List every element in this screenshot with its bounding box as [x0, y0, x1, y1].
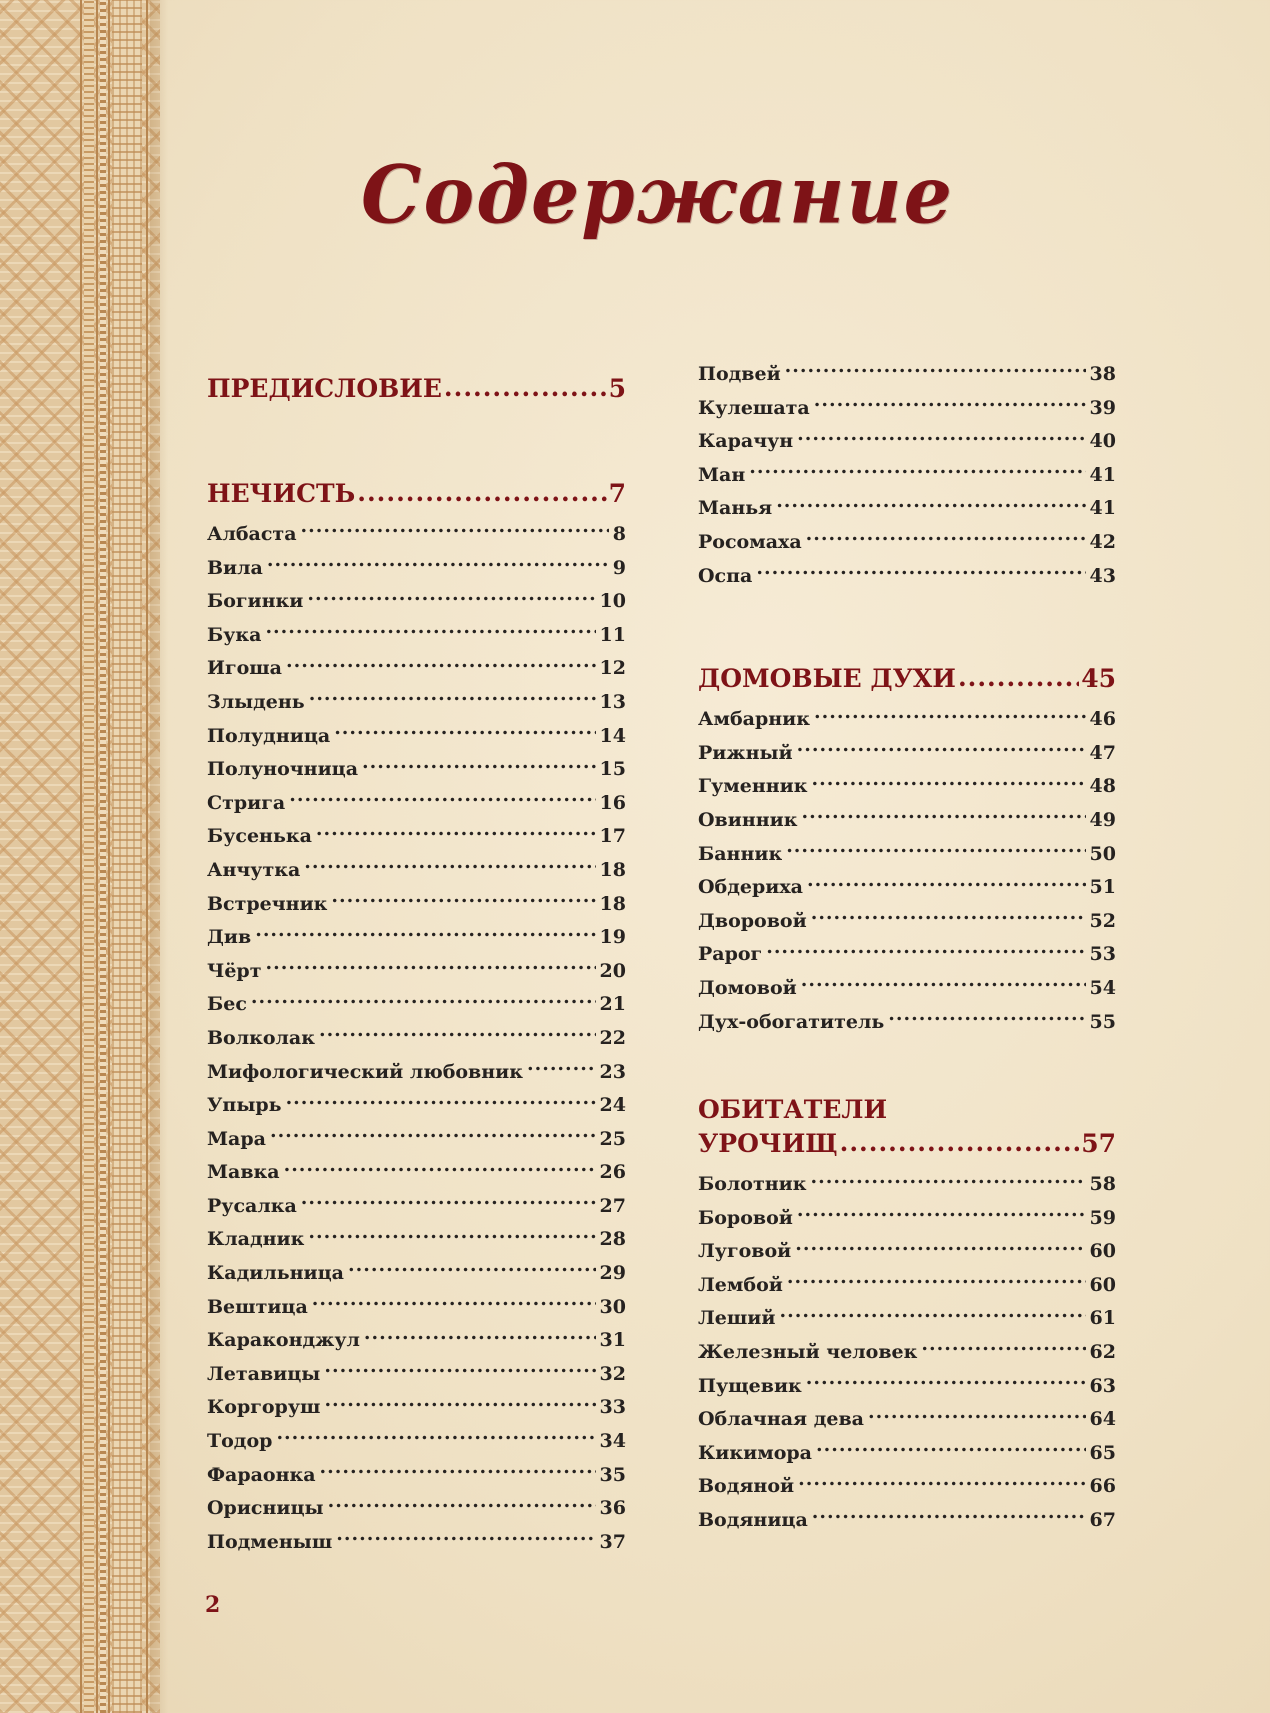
entry-page: 63	[1089, 1374, 1116, 1397]
leader-dots	[798, 1473, 1085, 1492]
toc-entry[interactable]	[207, 1291, 626, 1325]
toc-entry[interactable]	[207, 585, 626, 619]
entry-title: Подменыш	[207, 1530, 333, 1553]
entry-title: Карачун	[698, 430, 794, 453]
entry-page: 52	[1089, 909, 1116, 932]
toc-entry[interactable]	[698, 1370, 1116, 1404]
toc-entry[interactable]	[698, 703, 1116, 737]
entry-page: 10	[599, 590, 626, 613]
entry-title: Мара	[207, 1127, 266, 1150]
entry-title: Овинник	[698, 808, 798, 831]
entry-page: 13	[599, 690, 626, 713]
entry-page: 37	[599, 1530, 626, 1553]
entry-title: Амбарник	[698, 708, 810, 731]
entry-title: Железный человек	[698, 1341, 918, 1364]
toc-entry[interactable]	[698, 358, 1116, 392]
entry-page: 54	[1089, 976, 1116, 999]
entry-title: Водяной	[698, 1475, 795, 1498]
leader-dots	[270, 1126, 596, 1145]
leader-dots	[807, 874, 1086, 893]
section-page: 5	[608, 374, 626, 403]
entry-title: Боровой	[698, 1206, 793, 1229]
entry-page: 28	[599, 1228, 626, 1251]
entry-page: 30	[599, 1295, 626, 1318]
entry-page: 29	[599, 1262, 626, 1285]
entry-page: 59	[1089, 1206, 1116, 1229]
leader-dots	[797, 1205, 1086, 1224]
leader-dots	[362, 756, 596, 775]
entry-title: Бука	[207, 623, 262, 646]
toc-entry[interactable]	[698, 1235, 1116, 1269]
leader-dots	[444, 372, 607, 397]
toc-entry[interactable]	[698, 1336, 1116, 1370]
entry-page: 26	[599, 1161, 626, 1184]
entry-title: Кикимора	[698, 1441, 812, 1464]
toc-entry[interactable]	[698, 905, 1116, 939]
entry-page: 21	[599, 993, 626, 1016]
entry-page: 46	[1089, 708, 1116, 731]
entry-page: 24	[599, 1094, 626, 1117]
leader-dots	[286, 655, 596, 674]
entry-page: 67	[1089, 1509, 1116, 1532]
leader-dots	[301, 521, 609, 540]
leader-dots	[307, 588, 595, 607]
leader-dots	[320, 1462, 596, 1481]
toc-entry[interactable]	[698, 425, 1116, 459]
entry-page: 60	[1089, 1240, 1116, 1263]
toc-entry[interactable]	[698, 392, 1116, 426]
leader-dots	[309, 689, 596, 708]
toc-entry[interactable]	[698, 1006, 1116, 1040]
toc-section-nechist[interactable]	[207, 477, 626, 508]
entry-page: 40	[1089, 430, 1116, 453]
entry-title: Упырь	[207, 1094, 282, 1117]
leader-dots	[816, 1440, 1086, 1459]
entry-page: 20	[599, 959, 626, 982]
section-title: НЕЧИСТЬ	[207, 479, 356, 508]
entry-page: 18	[599, 858, 626, 881]
entry-title: Домовой	[698, 976, 797, 999]
entry-title: Встречник	[207, 892, 328, 915]
toc-entry[interactable]	[207, 720, 626, 754]
entry-title: Рижный	[698, 741, 793, 764]
toc-entry-list	[698, 358, 1116, 593]
entry-title: Кадильница	[207, 1262, 344, 1285]
leader-dots	[255, 924, 595, 943]
toc-entry[interactable]	[698, 1168, 1116, 1202]
leader-dots	[286, 1092, 596, 1111]
toc-entry[interactable]	[207, 1358, 626, 1392]
ornament-line	[80, 0, 82, 1713]
entry-page: 19	[599, 926, 626, 949]
leader-dots	[319, 1025, 596, 1044]
entry-title: Леший	[698, 1307, 776, 1330]
leader-dots	[357, 477, 606, 502]
leader-dots	[324, 1361, 595, 1380]
toc-entry[interactable]	[207, 1156, 626, 1190]
entry-page: 47	[1089, 741, 1116, 764]
toc-entry[interactable]	[698, 972, 1116, 1006]
leader-dots	[331, 891, 595, 910]
leader-dots	[780, 1305, 1086, 1324]
entry-title: Орисницы	[207, 1497, 324, 1520]
ornament-band	[112, 0, 142, 1713]
leader-dots	[786, 841, 1085, 860]
entry-title: Полудница	[207, 724, 331, 747]
entry-page: 66	[1089, 1475, 1116, 1498]
toc-entry[interactable]	[698, 838, 1116, 872]
leader-dots	[284, 1159, 596, 1178]
entry-page: 51	[1089, 876, 1116, 899]
leader-dots	[840, 1127, 1080, 1152]
leader-dots	[251, 991, 596, 1010]
leader-dots	[265, 622, 595, 641]
toc-entry[interactable]	[207, 1492, 626, 1526]
toc-entry[interactable]	[207, 820, 626, 854]
leader-dots	[266, 958, 596, 977]
leader-dots	[312, 1294, 596, 1313]
entry-page: 14	[599, 724, 626, 747]
entry-title: Манья	[698, 497, 773, 520]
entry-title: Коргоруш	[207, 1396, 321, 1419]
toc-entry[interactable]	[207, 854, 626, 888]
leader-dots	[814, 395, 1086, 414]
toc-entry[interactable]	[207, 1459, 626, 1493]
section-page: 7	[608, 479, 626, 508]
entry-title: Волколак	[207, 1026, 315, 1049]
ornament-line	[96, 0, 98, 1713]
entry-page: 65	[1089, 1441, 1116, 1464]
entry-page: 12	[599, 657, 626, 680]
entry-page: 58	[1089, 1173, 1116, 1196]
toc-entry-list	[698, 703, 1116, 1039]
ornament-band	[100, 0, 106, 1713]
entry-title: Мифологический любовник	[207, 1060, 523, 1083]
entry-page: 17	[599, 825, 626, 848]
leader-dots	[324, 1394, 595, 1413]
leader-dots	[334, 723, 595, 742]
leader-dots	[811, 908, 1086, 927]
ornament-shadow	[150, 0, 168, 1713]
entry-page: 9	[612, 556, 626, 579]
toc-entry[interactable]	[698, 459, 1116, 493]
toc-section-wild[interactable]	[698, 1093, 1116, 1158]
entry-page: 38	[1089, 363, 1116, 385]
toc-entry[interactable]	[698, 1202, 1116, 1236]
leader-dots	[795, 1238, 1085, 1257]
leader-dots	[812, 1507, 1086, 1526]
toc-entry[interactable]	[698, 1470, 1116, 1504]
entry-title: Кулешата	[698, 396, 810, 419]
leader-dots	[766, 941, 1085, 960]
entry-title: Див	[207, 926, 252, 949]
leader-dots	[814, 706, 1086, 725]
toc-entry[interactable]	[207, 1123, 626, 1157]
toc-entry[interactable]	[698, 1302, 1116, 1336]
entry-title: Злыдень	[207, 690, 305, 713]
entry-page: 60	[1089, 1273, 1116, 1296]
entry-page: 55	[1089, 1010, 1116, 1033]
entry-page: 36	[599, 1497, 626, 1520]
leader-dots	[888, 1009, 1085, 1028]
toc-entry[interactable]	[207, 1391, 626, 1425]
entry-title: Луговой	[698, 1240, 792, 1263]
leader-dots	[336, 1529, 595, 1548]
leader-dots	[787, 1272, 1086, 1291]
leader-dots	[348, 1260, 596, 1279]
toc-entry[interactable]	[698, 770, 1116, 804]
section-page: 57	[1081, 1129, 1116, 1159]
entry-title: Бусенька	[207, 825, 312, 848]
entry-title: Тодор	[207, 1430, 273, 1453]
toc-entry[interactable]	[698, 804, 1116, 838]
entry-page: 64	[1089, 1408, 1116, 1431]
entry-title: Банник	[698, 842, 783, 865]
entry-page: 41	[1089, 497, 1116, 520]
toc-entry[interactable]	[207, 518, 626, 552]
entry-title: Рарог	[698, 943, 763, 966]
entry-page: 22	[599, 1026, 626, 1049]
leader-dots	[797, 740, 1086, 759]
entry-page: 34	[599, 1430, 626, 1453]
toc-entry[interactable]	[207, 1022, 626, 1056]
toc-entry[interactable]	[207, 1089, 626, 1123]
entry-title: Анчутка	[207, 858, 301, 881]
toc-entry[interactable]	[698, 560, 1116, 594]
entry-page: 27	[599, 1194, 626, 1217]
entry-page: 48	[1089, 775, 1116, 798]
leader-dots	[304, 857, 595, 876]
entry-title: Бес	[207, 993, 247, 1016]
entry-page: 61	[1089, 1307, 1116, 1330]
entry-title: Фараонка	[207, 1463, 316, 1486]
entry-title: Игоша	[207, 657, 282, 680]
toc-entry[interactable]	[207, 988, 626, 1022]
toc-entry-list	[698, 1168, 1116, 1538]
entry-title: Летавицы	[207, 1362, 321, 1385]
leader-dots	[756, 563, 1085, 582]
entry-page: 42	[1089, 530, 1116, 553]
toc-entry[interactable]	[207, 888, 626, 922]
entry-page: 25	[599, 1127, 626, 1150]
entry-title: Дворовой	[698, 909, 807, 932]
toc-entry[interactable]	[207, 1425, 626, 1459]
leader-dots	[776, 495, 1085, 514]
leader-dots	[868, 1406, 1086, 1425]
page-title: Содержание	[360, 147, 954, 242]
entry-title: Подвей	[698, 363, 781, 385]
entry-page: 43	[1089, 564, 1116, 587]
leader-dots	[308, 1226, 595, 1245]
leader-dots	[785, 361, 1086, 380]
leader-dots	[289, 790, 595, 809]
toc-entry[interactable]	[207, 1223, 626, 1257]
toc-entry[interactable]	[698, 526, 1116, 560]
toc-entry[interactable]	[207, 753, 626, 787]
entry-page: 18	[599, 892, 626, 915]
entry-title: Вила	[207, 556, 263, 579]
entry-title: Лембой	[698, 1273, 783, 1296]
toc-entry[interactable]	[207, 1190, 626, 1224]
entry-page: 41	[1089, 463, 1116, 486]
toc-entry[interactable]	[207, 1526, 626, 1560]
entry-page: 39	[1089, 396, 1116, 419]
entry-page: 23	[599, 1060, 626, 1083]
toc-entry[interactable]	[698, 1437, 1116, 1471]
entry-title: Кладник	[207, 1228, 305, 1251]
entry-page: 11	[599, 623, 626, 646]
toc-right-column	[698, 363, 1116, 1538]
entry-title: Полуночница	[207, 758, 359, 781]
toc-entry[interactable]	[698, 737, 1116, 771]
entry-page: 62	[1089, 1341, 1116, 1364]
leader-dots	[527, 1059, 596, 1078]
leader-dots	[276, 1428, 595, 1447]
leader-dots	[801, 975, 1086, 994]
entry-page: 15	[599, 758, 626, 781]
leader-dots	[301, 1193, 596, 1212]
toc-entry[interactable]	[207, 652, 626, 686]
toc-entry[interactable]	[698, 1403, 1116, 1437]
section-title: УРОЧИЩ	[698, 1129, 838, 1159]
entry-title: Пущевик	[698, 1374, 802, 1397]
entry-title: Гуменник	[698, 775, 808, 798]
toc-entry[interactable]	[698, 1504, 1116, 1538]
entry-title: Водяница	[698, 1509, 808, 1532]
ornament-line	[108, 0, 110, 1713]
entry-page: 50	[1089, 842, 1116, 865]
ornament-band	[84, 0, 94, 1713]
leader-dots	[921, 1339, 1085, 1358]
entry-title: Оспа	[698, 564, 753, 587]
entry-title: Албаста	[207, 523, 297, 545]
leader-dots	[812, 773, 1086, 792]
section-title: ПРЕДИСЛОВИЕ	[207, 374, 442, 403]
entry-title: Болотник	[698, 1173, 807, 1196]
section-page: 45	[1081, 664, 1116, 694]
section-title-line1: ОБИТАТЕЛИ	[698, 1095, 888, 1125]
entry-page: 49	[1089, 808, 1116, 831]
entry-title: Вештица	[207, 1295, 308, 1318]
entry-title: Русалка	[207, 1194, 297, 1217]
toc-entry[interactable]	[698, 1269, 1116, 1303]
leader-dots	[797, 428, 1085, 447]
toc-section-preface[interactable]	[207, 372, 626, 403]
entry-title: Облачная дева	[698, 1408, 864, 1431]
entry-title: Ман	[698, 463, 746, 486]
entry-page: 31	[599, 1329, 626, 1352]
page-number: 2	[205, 1592, 221, 1618]
toc-entry[interactable]	[207, 1056, 626, 1090]
entry-title: Росомаха	[698, 530, 802, 553]
toc-entry[interactable]	[207, 921, 626, 955]
leader-dots	[316, 823, 596, 842]
leader-dots	[810, 1171, 1085, 1190]
entry-page: 53	[1089, 943, 1116, 966]
leader-dots	[806, 1373, 1086, 1392]
entry-title: Стрига	[207, 791, 286, 814]
leader-dots	[267, 555, 609, 574]
entry-title: Мавка	[207, 1161, 280, 1184]
entry-page: 32	[599, 1362, 626, 1385]
toc-entry[interactable]	[207, 686, 626, 720]
entry-title: Обдериха	[698, 876, 803, 899]
toc-entry[interactable]	[698, 871, 1116, 905]
toc-entry[interactable]	[207, 787, 626, 821]
entry-title: Богинки	[207, 590, 304, 613]
entry-page: 35	[599, 1463, 626, 1486]
entry-page: 16	[599, 791, 626, 814]
entry-title: Дух-обогатитель	[698, 1010, 885, 1033]
toc-entry-list	[207, 518, 626, 1559]
toc-entry[interactable]	[207, 1257, 626, 1291]
toc-left-column	[207, 372, 626, 1559]
toc-section-domestic[interactable]	[698, 662, 1116, 693]
toc-entry[interactable]	[207, 619, 626, 653]
ornament-line	[146, 0, 148, 1713]
leader-dots	[801, 807, 1085, 826]
leader-dots	[364, 1327, 596, 1346]
section-title-line2-row	[698, 1127, 1116, 1158]
leader-dots	[749, 462, 1085, 481]
toc-entry[interactable]	[207, 955, 626, 989]
toc-entry[interactable]	[698, 938, 1116, 972]
section-title: ДОМОВЫЕ ДУХИ	[698, 664, 956, 694]
toc-entry[interactable]	[207, 552, 626, 586]
toc-entry[interactable]	[698, 492, 1116, 526]
toc-entry[interactable]	[207, 1324, 626, 1358]
leader-dots	[328, 1495, 596, 1514]
entry-page: 33	[599, 1396, 626, 1419]
entry-title: Караконджул	[207, 1329, 360, 1352]
leader-dots	[806, 529, 1086, 548]
entry-page: 8	[612, 523, 626, 545]
entry-title: Чёрт	[207, 959, 262, 982]
leader-dots	[958, 662, 1079, 687]
